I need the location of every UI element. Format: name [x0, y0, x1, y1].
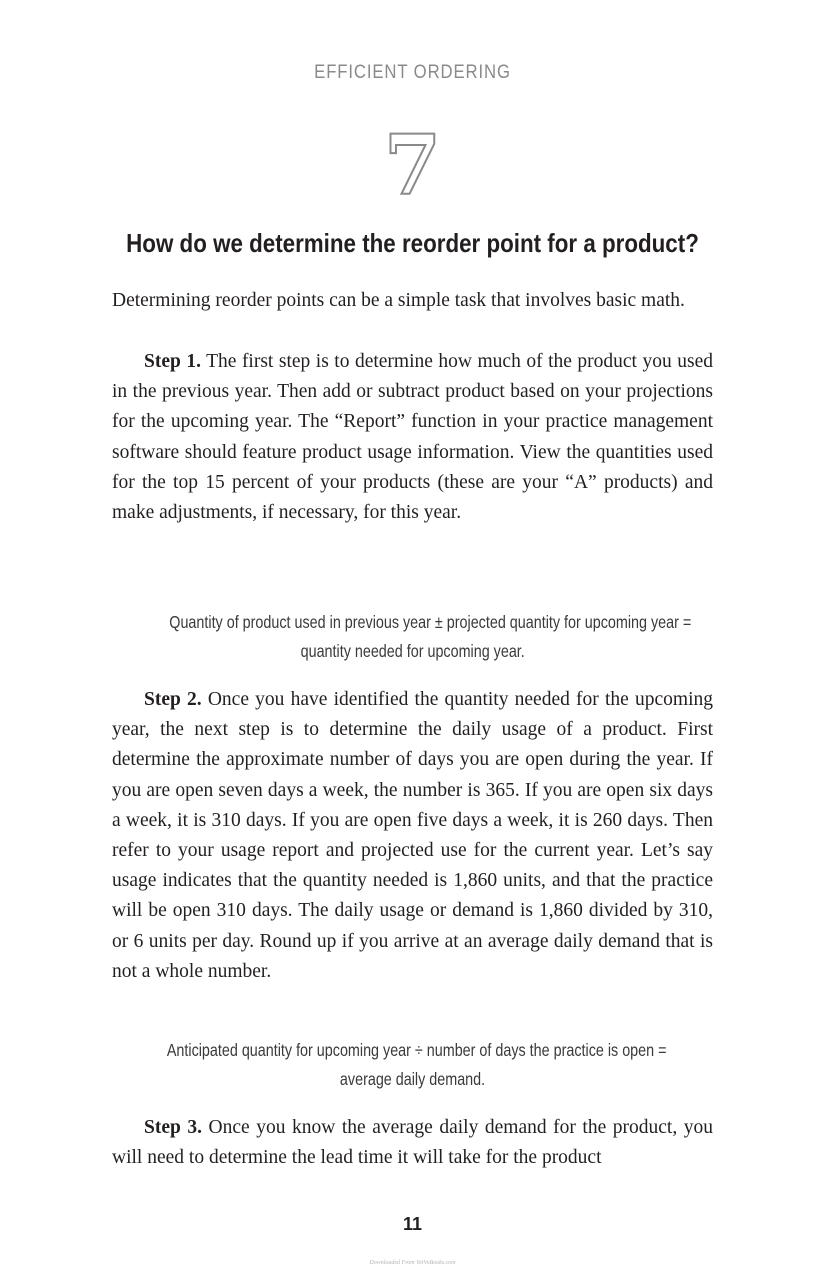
- chapter-number: 7: [383, 118, 442, 214]
- step1-paragraph: [112, 347, 713, 528]
- running-head: EFFICIENT ORDERING: [314, 62, 511, 83]
- step3-text: Once you know the average daily demand for the product, you will need to determine the lead time it will take for the product: [112, 1117, 713, 1169]
- page-number: 11: [402, 1214, 423, 1234]
- formula1-line2: quantity needed for upcoming year.: [300, 641, 525, 661]
- formula-daily-demand: [112, 1036, 713, 1094]
- formula2-line2: average daily demand.: [339, 1069, 486, 1089]
- step2-text: Once you have identified the quantity needed for the upcoming year, the next step is to determine the daily usage of a product. First determine the approximate number of days you are open during the year. If you are open seven days a week, the number is 365. If you are open six days a week, it is 310 days. If you are open five days a week, it is 260 days. Then refer to your usage report and projected use for the current year. Let’s say usage indicates that the quantity needed is 1,860 units, and that the practice will be open 310 days. The daily usage or demand is 1,860 divided by 310, or 6 units per day. Round up if you arrive at an average daily demand that is not a whole number.: [112, 689, 713, 982]
- watermark: Downloaded From VetVoBooks.com: [369, 1260, 456, 1266]
- formula-quantity-needed: [112, 608, 713, 666]
- step2-paragraph: [112, 685, 713, 987]
- intro-paragraph: Determining reorder points can be a simple task that involves basic math.: [112, 290, 685, 311]
- step1-label: Step 1.: [144, 351, 201, 372]
- step3-label: Step 3.: [144, 1117, 202, 1138]
- step3-paragraph: [112, 1113, 713, 1173]
- step1-text: The first step is to determine how much of the product you used in the previous year. Then add or subtract product based on your projections for the upcoming year. The “Report” function in your practice management software should feature product usage information. View the quantities used for the top 15 percent of your products (these are your “A” products) and make adjustments, if necessary, for this year.: [112, 351, 713, 524]
- step2-label: Step 2.: [144, 689, 202, 710]
- formula1-line1: Quantity of product used in previous year ± projected quantity for upcoming year =: [169, 612, 692, 632]
- question-heading: How do we determine the reorder point for a product?: [126, 228, 699, 258]
- formula2-line1: Anticipated quantity for upcoming year ÷ number of days the practice is open =: [166, 1040, 667, 1060]
